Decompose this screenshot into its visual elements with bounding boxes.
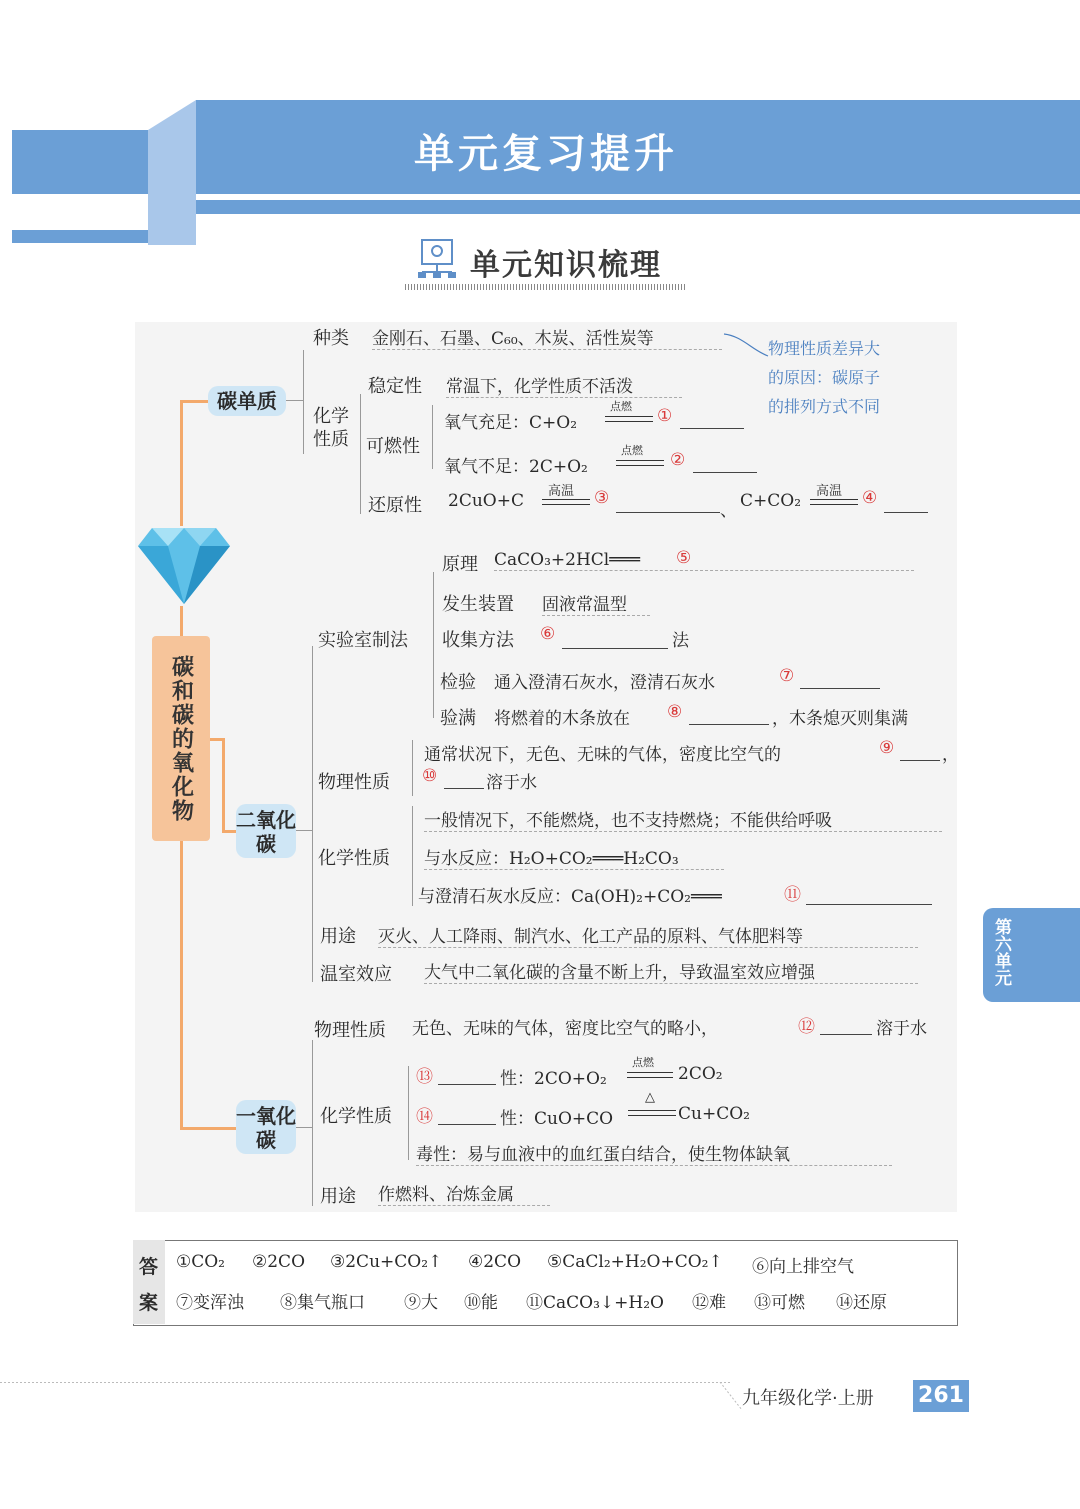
- blank-2: ②: [670, 450, 686, 470]
- test-label: 检验: [440, 672, 476, 693]
- answer-label-1: 答: [139, 1256, 159, 1278]
- lab-label: 实验室制法: [318, 630, 408, 651]
- co2-use-label: 用途: [320, 926, 356, 947]
- answer-2: ②2CO: [252, 1252, 306, 1272]
- blank-line-6: [562, 648, 668, 649]
- node-carbon: 碳单质: [208, 386, 286, 416]
- co-chem2: 性：CuO+CO: [500, 1109, 614, 1129]
- branch-co2-line-c: [222, 830, 236, 833]
- principle-label: 原理: [442, 554, 478, 575]
- bracket-lab: [433, 572, 434, 718]
- bracket-co2-chem: [412, 806, 413, 906]
- principle-text: CaCO₃+2HCl═══: [494, 550, 914, 571]
- blank-13: ⑬: [416, 1067, 433, 1087]
- blank-7: ⑦: [779, 666, 795, 686]
- blank-line-12: [820, 1034, 872, 1035]
- node-co2: 二氧化碳: [236, 804, 296, 858]
- answer-7: ⑦变浑浊: [176, 1293, 244, 1313]
- reducing-label: 还原性: [368, 495, 422, 516]
- section-title: 单元知识梳理: [470, 248, 662, 283]
- blank-line-7: [800, 688, 880, 689]
- bracket-co2-link: [296, 830, 312, 831]
- greenhouse-text: 大气中二氧化碳的含量不断上升，导致温室效应增强: [424, 958, 918, 984]
- co-phys-text: 无色、无味的气体，密度比空气的略小，: [412, 1019, 718, 1039]
- blank-4: ④: [862, 488, 878, 508]
- answer-3: ③2Cu+CO₂↑: [330, 1252, 443, 1272]
- full-label: 验满: [440, 708, 476, 729]
- blank-line-14: [438, 1124, 496, 1125]
- answer-9: ⑨大: [404, 1293, 438, 1313]
- trunk-line-bottom: [180, 841, 183, 1129]
- answer-4: ④2CO: [468, 1252, 522, 1272]
- answer-10: ⑩能: [464, 1293, 498, 1313]
- combustibility-label: 可燃性: [366, 436, 420, 457]
- co2-phys-text2: 溶于水: [486, 773, 537, 793]
- delta-symbol: △: [645, 1090, 655, 1105]
- collect-suffix: 法: [672, 631, 689, 651]
- answer-8: ⑧集气瓶口: [280, 1293, 365, 1313]
- page-number: 261: [913, 1380, 969, 1412]
- stability-label: 稳定性: [368, 376, 422, 397]
- equals-sign-5: [627, 1072, 673, 1078]
- co-use-label: 用途: [320, 1186, 356, 1207]
- co-toxic: 毒性：易与血液中的血红蛋白结合，使生物体缺氧: [416, 1140, 892, 1166]
- blank-5: ⑤: [676, 548, 692, 568]
- ignite-label-3: 点燃: [632, 1056, 654, 1069]
- oxygen-lack: 氧气不足：2C+O₂: [444, 457, 588, 477]
- carbon-chem-label: 化学性质: [313, 406, 349, 450]
- co-chem2-product: Cu+CO₂: [678, 1104, 750, 1124]
- answer-12: ⑫难: [692, 1293, 726, 1313]
- note-line-1: 物理性质差异大: [768, 339, 881, 358]
- blank-line-9: [900, 760, 940, 761]
- blank-line-3: [616, 512, 720, 513]
- blank-line-10: [444, 788, 484, 789]
- equals-sign-1: [605, 416, 653, 422]
- bracket-combust: [432, 405, 433, 469]
- full-text: 将燃着的木条放在: [494, 709, 630, 729]
- device-label: 发生装置: [442, 594, 514, 615]
- answer-1: ①CO₂: [176, 1252, 225, 1272]
- note-line-2: 的原因：碳原子: [768, 368, 881, 387]
- blank-9: ⑨: [879, 738, 895, 758]
- test-text: 通入澄清石灰水，澄清石灰水: [494, 673, 715, 693]
- answer-label-2: 案: [139, 1292, 159, 1314]
- blank-14: ⑭: [416, 1107, 433, 1127]
- diamond-icon: [136, 524, 232, 606]
- blank-3: ③: [594, 488, 610, 508]
- equals-sign-2: [616, 460, 664, 466]
- node-co: 一氧化碳: [236, 1100, 296, 1154]
- co2-use-text: 灭火、人工降雨、制汽水、化工产品的原料、气体肥料等: [378, 922, 918, 948]
- co2-phys-comma: ，: [942, 745, 959, 765]
- co2-chem-text3: 与澄清石灰水反应：Ca(OH)₂+CO₂═══: [418, 887, 722, 907]
- greenhouse-label: 温室效应: [320, 964, 392, 985]
- bracket-carbon-chem: [360, 394, 361, 514]
- full-suffix: ，木条熄灭则集满: [772, 709, 908, 729]
- blank-12: ⑫: [798, 1017, 815, 1037]
- branch-carbon-line: [180, 400, 208, 403]
- blank-1: ①: [657, 406, 673, 426]
- trunk-line-top: [180, 400, 183, 526]
- ignite-label-2: 点燃: [621, 444, 643, 457]
- answer-label: [133, 1240, 165, 1324]
- blank-line-13: [438, 1084, 496, 1085]
- footer-book-title: 九年级化学·上册: [742, 1388, 874, 1409]
- banner-fold: [148, 100, 196, 245]
- carbon-kinds-label: 种类: [313, 328, 349, 349]
- bracket-co-chem: [408, 1066, 409, 1160]
- blank-8: ⑧: [667, 702, 683, 722]
- header-band-stripe: [196, 200, 1080, 214]
- mindmap-icon: [416, 238, 458, 280]
- answer-5: ⑤CaCl₂+H₂O+CO₂↑: [547, 1252, 723, 1272]
- bracket-co: [312, 1040, 313, 1206]
- co2-chem-label: 化学性质: [318, 848, 390, 869]
- co2-chem-text1: 一般情况下，不能燃烧，也不支持燃烧；不能供给呼吸: [424, 806, 942, 832]
- blank-line-4: [884, 512, 928, 513]
- bracket-co2: [312, 646, 313, 982]
- blank-line-1: [680, 428, 744, 429]
- answer-13: ⑬可燃: [754, 1293, 805, 1313]
- co2-phys-label: 物理性质: [318, 772, 390, 793]
- branch-co-line: [180, 1127, 236, 1130]
- blank-11: ⑪: [784, 885, 801, 905]
- blank-line-11: [806, 904, 932, 905]
- note-line-3: 的排列方式不同: [768, 397, 881, 416]
- answer-14: ⑭还原: [836, 1293, 887, 1313]
- bracket-co2-phys: [412, 740, 413, 796]
- branch-co2-line-b: [222, 738, 225, 832]
- unit-side-tab-label: 第六单元: [991, 918, 1011, 986]
- oxygen-enough: 氧气充足：C+O₂: [444, 413, 578, 433]
- carbon-kinds-text: 金刚石、石墨、C₆₀、木炭、活性炭等: [372, 324, 722, 350]
- co-phys-suffix: 溶于水: [876, 1019, 927, 1039]
- reducing-1: 2CuO+C: [448, 491, 524, 511]
- blank-line-2: [693, 472, 757, 473]
- equals-sign-6: [628, 1110, 676, 1116]
- footer-slant: [718, 1382, 744, 1412]
- stability-text: 常温下，化学性质不活泼: [446, 372, 682, 398]
- co2-chem-text2: 与水反应：H₂O+CO₂═══H₂CO₃: [424, 844, 724, 870]
- answer-6: ⑥向上排空气: [752, 1257, 854, 1277]
- reducing-comma: 、: [720, 501, 737, 521]
- co-phys-label: 物理性质: [314, 1020, 386, 1041]
- co-chem-label: 化学性质: [320, 1106, 392, 1127]
- header-band-lower: [12, 230, 148, 243]
- answer-11: ⑪CaCO₃↓+H₂O: [526, 1293, 664, 1313]
- footer-divider: [0, 1382, 730, 1383]
- unit-side-tab[interactable]: [983, 908, 1080, 1002]
- blank-10: ⑩: [422, 766, 438, 786]
- collect-label: 收集方法: [442, 630, 514, 651]
- high-temp-2: 高温: [816, 484, 843, 499]
- bracket-co-link: [296, 1127, 312, 1128]
- equals-sign-3: [542, 499, 590, 505]
- co-chem1-product: 2CO₂: [678, 1064, 723, 1084]
- ignite-label-1: 点燃: [610, 400, 632, 413]
- trunk-line-mid: [180, 606, 183, 636]
- blank-6: ⑥: [540, 624, 556, 644]
- page-title: 单元复习提升: [414, 131, 678, 177]
- co-use-text: 作燃料、冶炼金属: [378, 1180, 550, 1206]
- section-underline: [405, 284, 687, 290]
- device-text: 固液常温型: [542, 590, 650, 616]
- reducing-2: C+CO₂: [740, 491, 802, 511]
- high-temp-1: 高温: [548, 484, 575, 499]
- co2-phys-text1: 通常状况下，无色、无味的气体，密度比空气的: [424, 745, 781, 765]
- bracket-carbon: [303, 350, 304, 454]
- co-chem1: 性：2CO+O₂: [500, 1069, 607, 1089]
- bracket-carbon-link: [286, 400, 303, 401]
- main-topic-node: 碳和碳的氧化物: [152, 636, 210, 841]
- note-arrow: [722, 330, 772, 360]
- blank-line-8: [689, 724, 769, 725]
- equals-sign-4: [810, 499, 858, 505]
